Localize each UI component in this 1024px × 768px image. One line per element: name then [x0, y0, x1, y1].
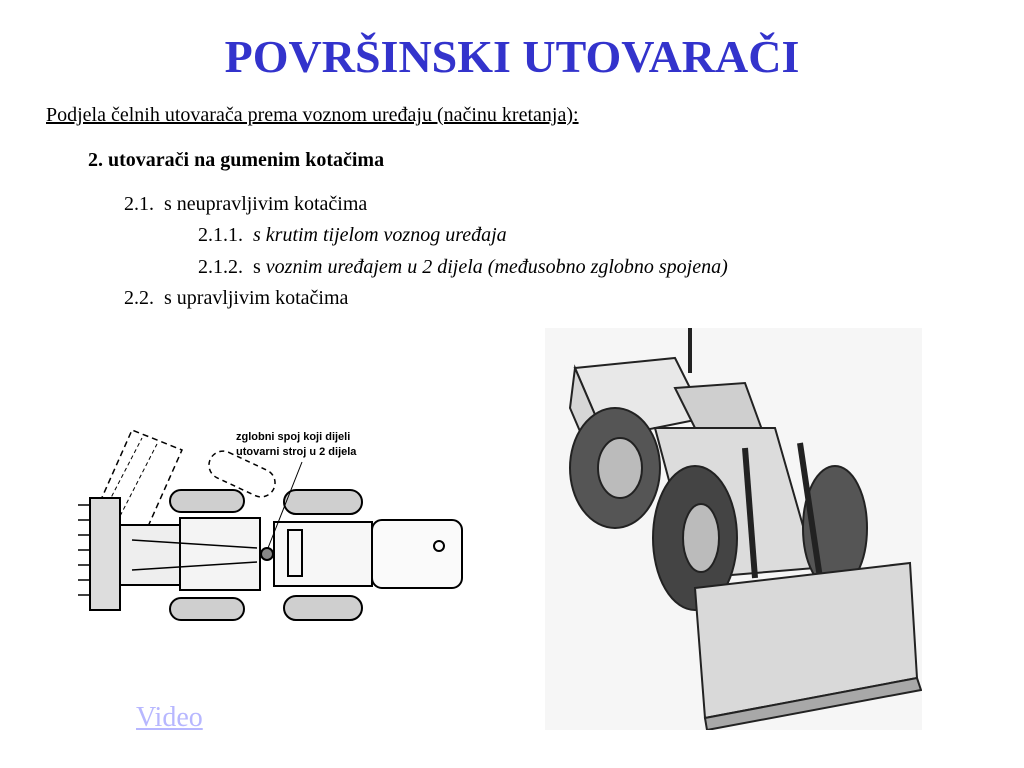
video-link[interactable]: Video — [136, 702, 203, 733]
list-item-text: voznim uređajem u 2 dijela (međusobno zglobno spojena) — [265, 256, 728, 278]
wheel-loader-illustration — [545, 328, 922, 730]
slide-title: POVRŠINSKI UTOVARAČI — [224, 31, 800, 82]
list-item — [198, 224, 507, 247]
list-item — [124, 193, 367, 216]
list-item-number: 2.1.2. — [198, 256, 243, 278]
slide-subtitle: Podjela čelnih utovarača prema voznom uređaju (načinu kretanja): — [46, 104, 579, 126]
section-heading: 2. utovarači na gumenim kotačima — [88, 149, 385, 171]
callout-line: zglobni spoj koji dijeli — [236, 431, 351, 443]
list-item-text: s upravljivim kotačima — [164, 287, 349, 309]
list-item-text: s krutim tijelom voznog uređaja — [253, 224, 507, 246]
list-item-number: 2.1.1. — [198, 224, 243, 246]
list-item-text: s neupravljivim kotačima — [164, 193, 368, 215]
list-item-number: 2.2. — [124, 287, 154, 309]
list-item — [198, 256, 728, 279]
list-item-prefix: s — [253, 256, 261, 278]
list-item — [124, 287, 348, 310]
list-item-number: 2.1. — [124, 193, 154, 215]
joint-callout — [236, 430, 356, 460]
callout-line: utovarni stroj u 2 dijela — [236, 446, 357, 458]
